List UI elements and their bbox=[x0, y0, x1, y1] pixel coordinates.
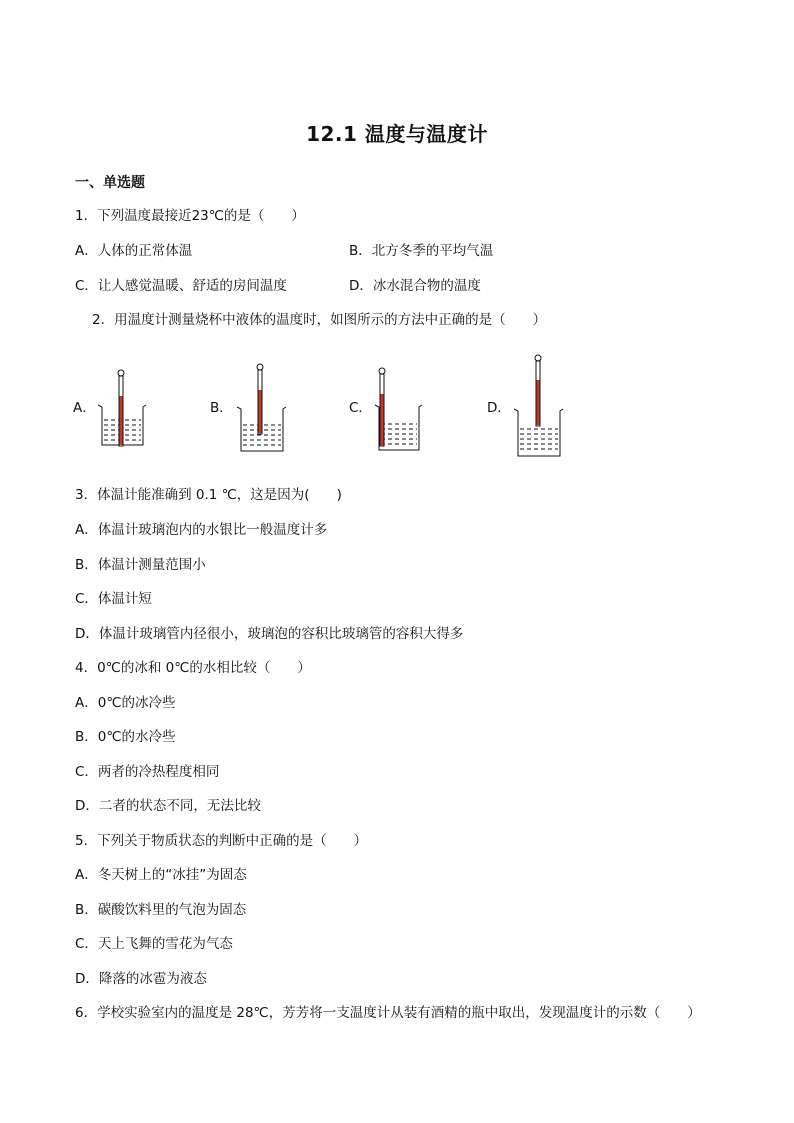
q6-stem: 6．学校实验室内的温度是 28℃，芳芳将一支温度计从装有酒精的瓶中取出，发现温度计的示数（ ） bbox=[75, 1005, 701, 1021]
q3-option-d: D．体温计玻璃管内径很小，玻璃泡的容积比玻璃管的容积大得多 bbox=[75, 626, 464, 642]
q4-option-d: D．二者的状态不同，无法比较 bbox=[75, 798, 261, 814]
q3-option-b: B．体温计测量范围小 bbox=[75, 557, 206, 573]
q4-stem: 4．0℃的冰和 0℃的水相比较（ ） bbox=[75, 660, 311, 676]
beaker-b bbox=[237, 364, 286, 451]
section-heading: 一、单选题 bbox=[75, 175, 145, 191]
beaker-d bbox=[514, 355, 563, 456]
q3-option-c: C．体温计短 bbox=[75, 591, 152, 607]
q4-option-a: A．0℃的冰冷些 bbox=[75, 695, 176, 711]
q3-option-a: A．体温计玻璃泡内的水银比一般温度计多 bbox=[75, 522, 328, 538]
q4-option-b: B．0℃的水冷些 bbox=[75, 729, 176, 745]
q2-stem: 2．用温度计测量烧杯中液体的温度时，如图所示的方法中正确的是（ ） bbox=[92, 312, 547, 328]
q1-stem: 1．下列温度最接近23℃的是（ ） bbox=[75, 208, 305, 224]
q5-option-d: D．降落的冰雹为液态 bbox=[75, 971, 207, 987]
page-title: 12.1 温度与温度计 bbox=[306, 122, 488, 146]
q2-figure bbox=[60, 352, 620, 462]
beaker-a bbox=[98, 370, 146, 446]
q2-label-d: D． bbox=[487, 400, 511, 416]
q2-label-c: C． bbox=[349, 400, 372, 416]
q1-option-a: A．人体的正常体温 bbox=[75, 243, 193, 259]
q5-option-b: B．碳酸饮料里的气泡为固态 bbox=[75, 902, 247, 918]
q1-option-c: C．让人感觉温暖、舒适的房间温度 bbox=[75, 278, 287, 294]
q5-stem: 5．下列关于物质状态的判断中正确的是（ ） bbox=[75, 833, 368, 849]
beaker-diagrams bbox=[60, 352, 620, 462]
q1-option-b: B．北方冬季的平均气温 bbox=[349, 243, 494, 259]
q2-label-a: A． bbox=[73, 400, 96, 416]
q4-option-c: C．两者的冷热程度相同 bbox=[75, 764, 220, 780]
q2-label-b: B． bbox=[210, 400, 233, 416]
q5-option-a: A．冬天树上的“冰挂”为固态 bbox=[75, 867, 247, 883]
q5-option-c: C．天上飞舞的雪花为气态 bbox=[75, 936, 233, 952]
q1-option-d: D．冰水混合物的温度 bbox=[349, 278, 481, 294]
beaker-c bbox=[375, 368, 422, 450]
q3-stem: 3．体温计能准确到 0.1 ℃，这是因为( ) bbox=[75, 487, 342, 503]
